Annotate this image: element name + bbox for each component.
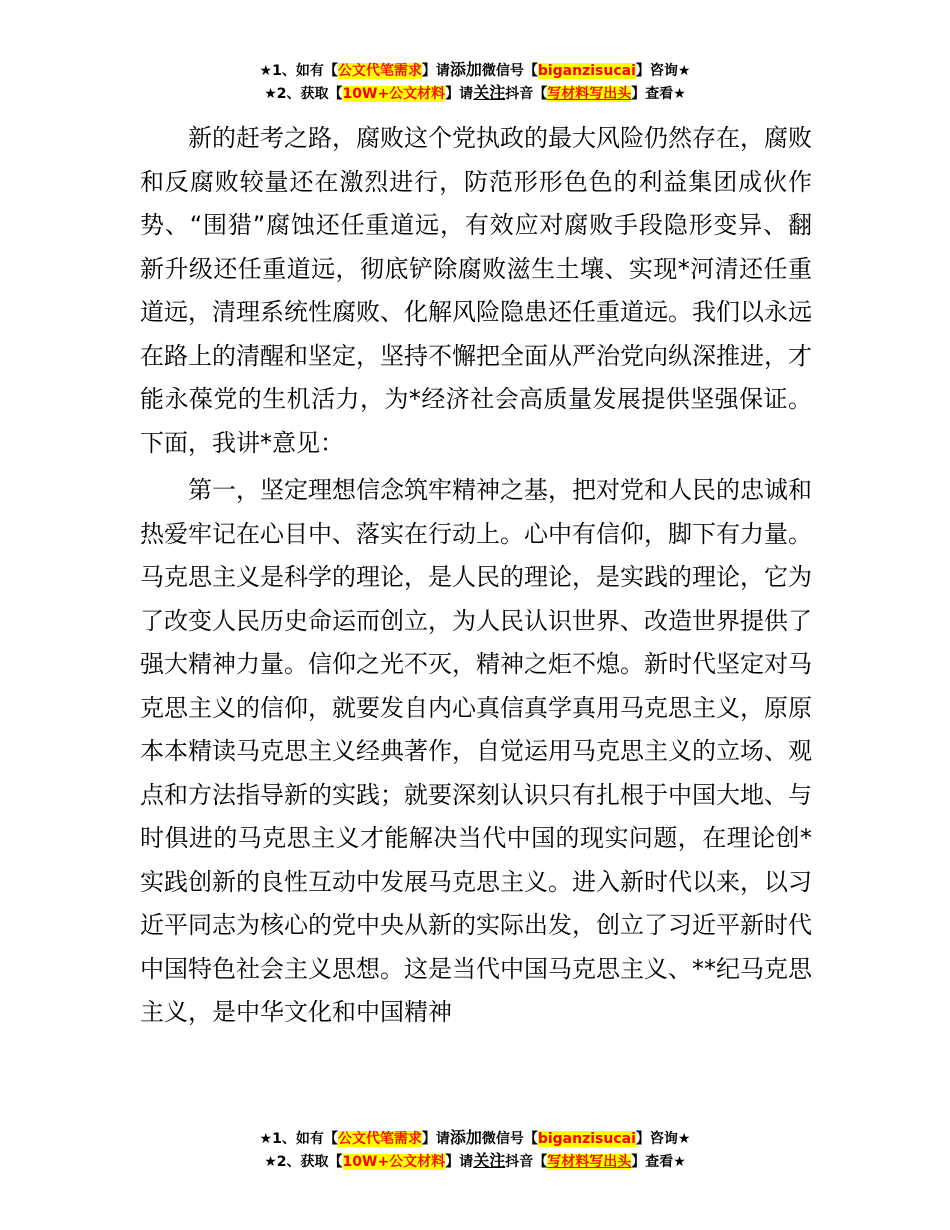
banner-text: 】请 (445, 86, 474, 102)
banner-text: 】请 (421, 63, 450, 79)
banner-text: 】请 (445, 1154, 474, 1170)
banner-text: ★1、如有【 (259, 1131, 338, 1147)
banner-text: ★2、获取【 (264, 86, 343, 102)
banner-emphasis: 关注 (473, 1151, 506, 1170)
banner-highlight: 写材料写出头 (547, 1154, 632, 1170)
banner-text: 】查看★ (631, 86, 686, 102)
banner-line-2 (0, 1150, 950, 1173)
banner-text: 】咨询★ (635, 63, 691, 79)
banner-text: ★2、获取【 (264, 1154, 343, 1170)
document-body (140, 117, 812, 1035)
header-banner (0, 59, 950, 105)
banner-highlight: 写材料写出头 (547, 86, 632, 102)
banner-highlight: 公文代笔需求 (337, 63, 422, 79)
paragraph: 第一，坚定理想信念筑牢精神之基，把对党和人民的忠诚和热爱牢记在心目中、落实在行动上。心中有信仰，脚下有力量。马克思主义是科学的理论，是人民的理论，是实践的理论，它为了改变人民历史命运而创立，为人民认识世界、改造世界提供了强大精神力量。信仰之光不灭，精神之炬不熄。新时代坚定对马克思主义的信仰，就要发自内心真信真学真用马克思主义，原原本本精读马克思主义经典著作，自觉运用马克思主义的立场、观点和方法指导新的实践；就要深刻认识只有扎根于中国大地、与时俱进的马克思主义才能解决当代中国的现实问题，在理论创*实践创新的良性互动中发展马克思主义。进入新时代以来，以习近平同志为核心的党中央从新的实际出发，创立了习近平新时代中国特色社会主义思想。这是当代中国马克思主义、**纪马克思主义，是中华文化和中国精神 (140, 476, 812, 1026)
footer-banner (0, 1127, 950, 1173)
banner-text: 】查看★ (631, 1154, 686, 1170)
banner-highlight: 10W+公文材料 (342, 86, 446, 102)
banner-text: ★1、如有【 (259, 63, 338, 79)
banner-emphasis: 添加 (449, 60, 482, 79)
banner-highlight: biganzisucai (537, 1131, 636, 1147)
banner-line-1 (0, 1127, 950, 1150)
banner-text: 抖音【 (505, 86, 548, 102)
banner-highlight: 公文代笔需求 (337, 1131, 422, 1147)
banner-text: 微信号【 (481, 1131, 538, 1147)
banner-emphasis: 关注 (473, 83, 506, 102)
banner-highlight: 10W+公文材料 (342, 1154, 446, 1170)
banner-text: 】咨询★ (635, 1131, 691, 1147)
banner-highlight: biganzisucai (537, 63, 636, 79)
banner-line-2 (0, 82, 950, 105)
banner-text: 抖音【 (505, 1154, 548, 1170)
banner-text: 微信号【 (481, 63, 538, 79)
paragraph: 新的赶考之路，腐败这个党执政的最大风险仍然存在，腐败和反腐败较量还在激烈进行，防范形形色色的利益集团成伙作势、“围猎”腐蚀还任重道远，有效应对腐败手段隐形变异、翻新升级还任重道远，彻底铲除腐败滋生土壤、实现*河清还任重道远，清理系统性腐败、化解风险隐患还任重道远。我们以永远在路上的清醒和坚定，坚持不懈把全面从严治党向纵深推进，才能永葆党的生机活力，为*经济社会高质量发展提供坚强保证。下面，我讲*意见： (140, 124, 812, 457)
banner-text: 】请 (421, 1131, 450, 1147)
banner-line-1 (0, 59, 950, 82)
banner-emphasis: 添加 (449, 1128, 482, 1147)
